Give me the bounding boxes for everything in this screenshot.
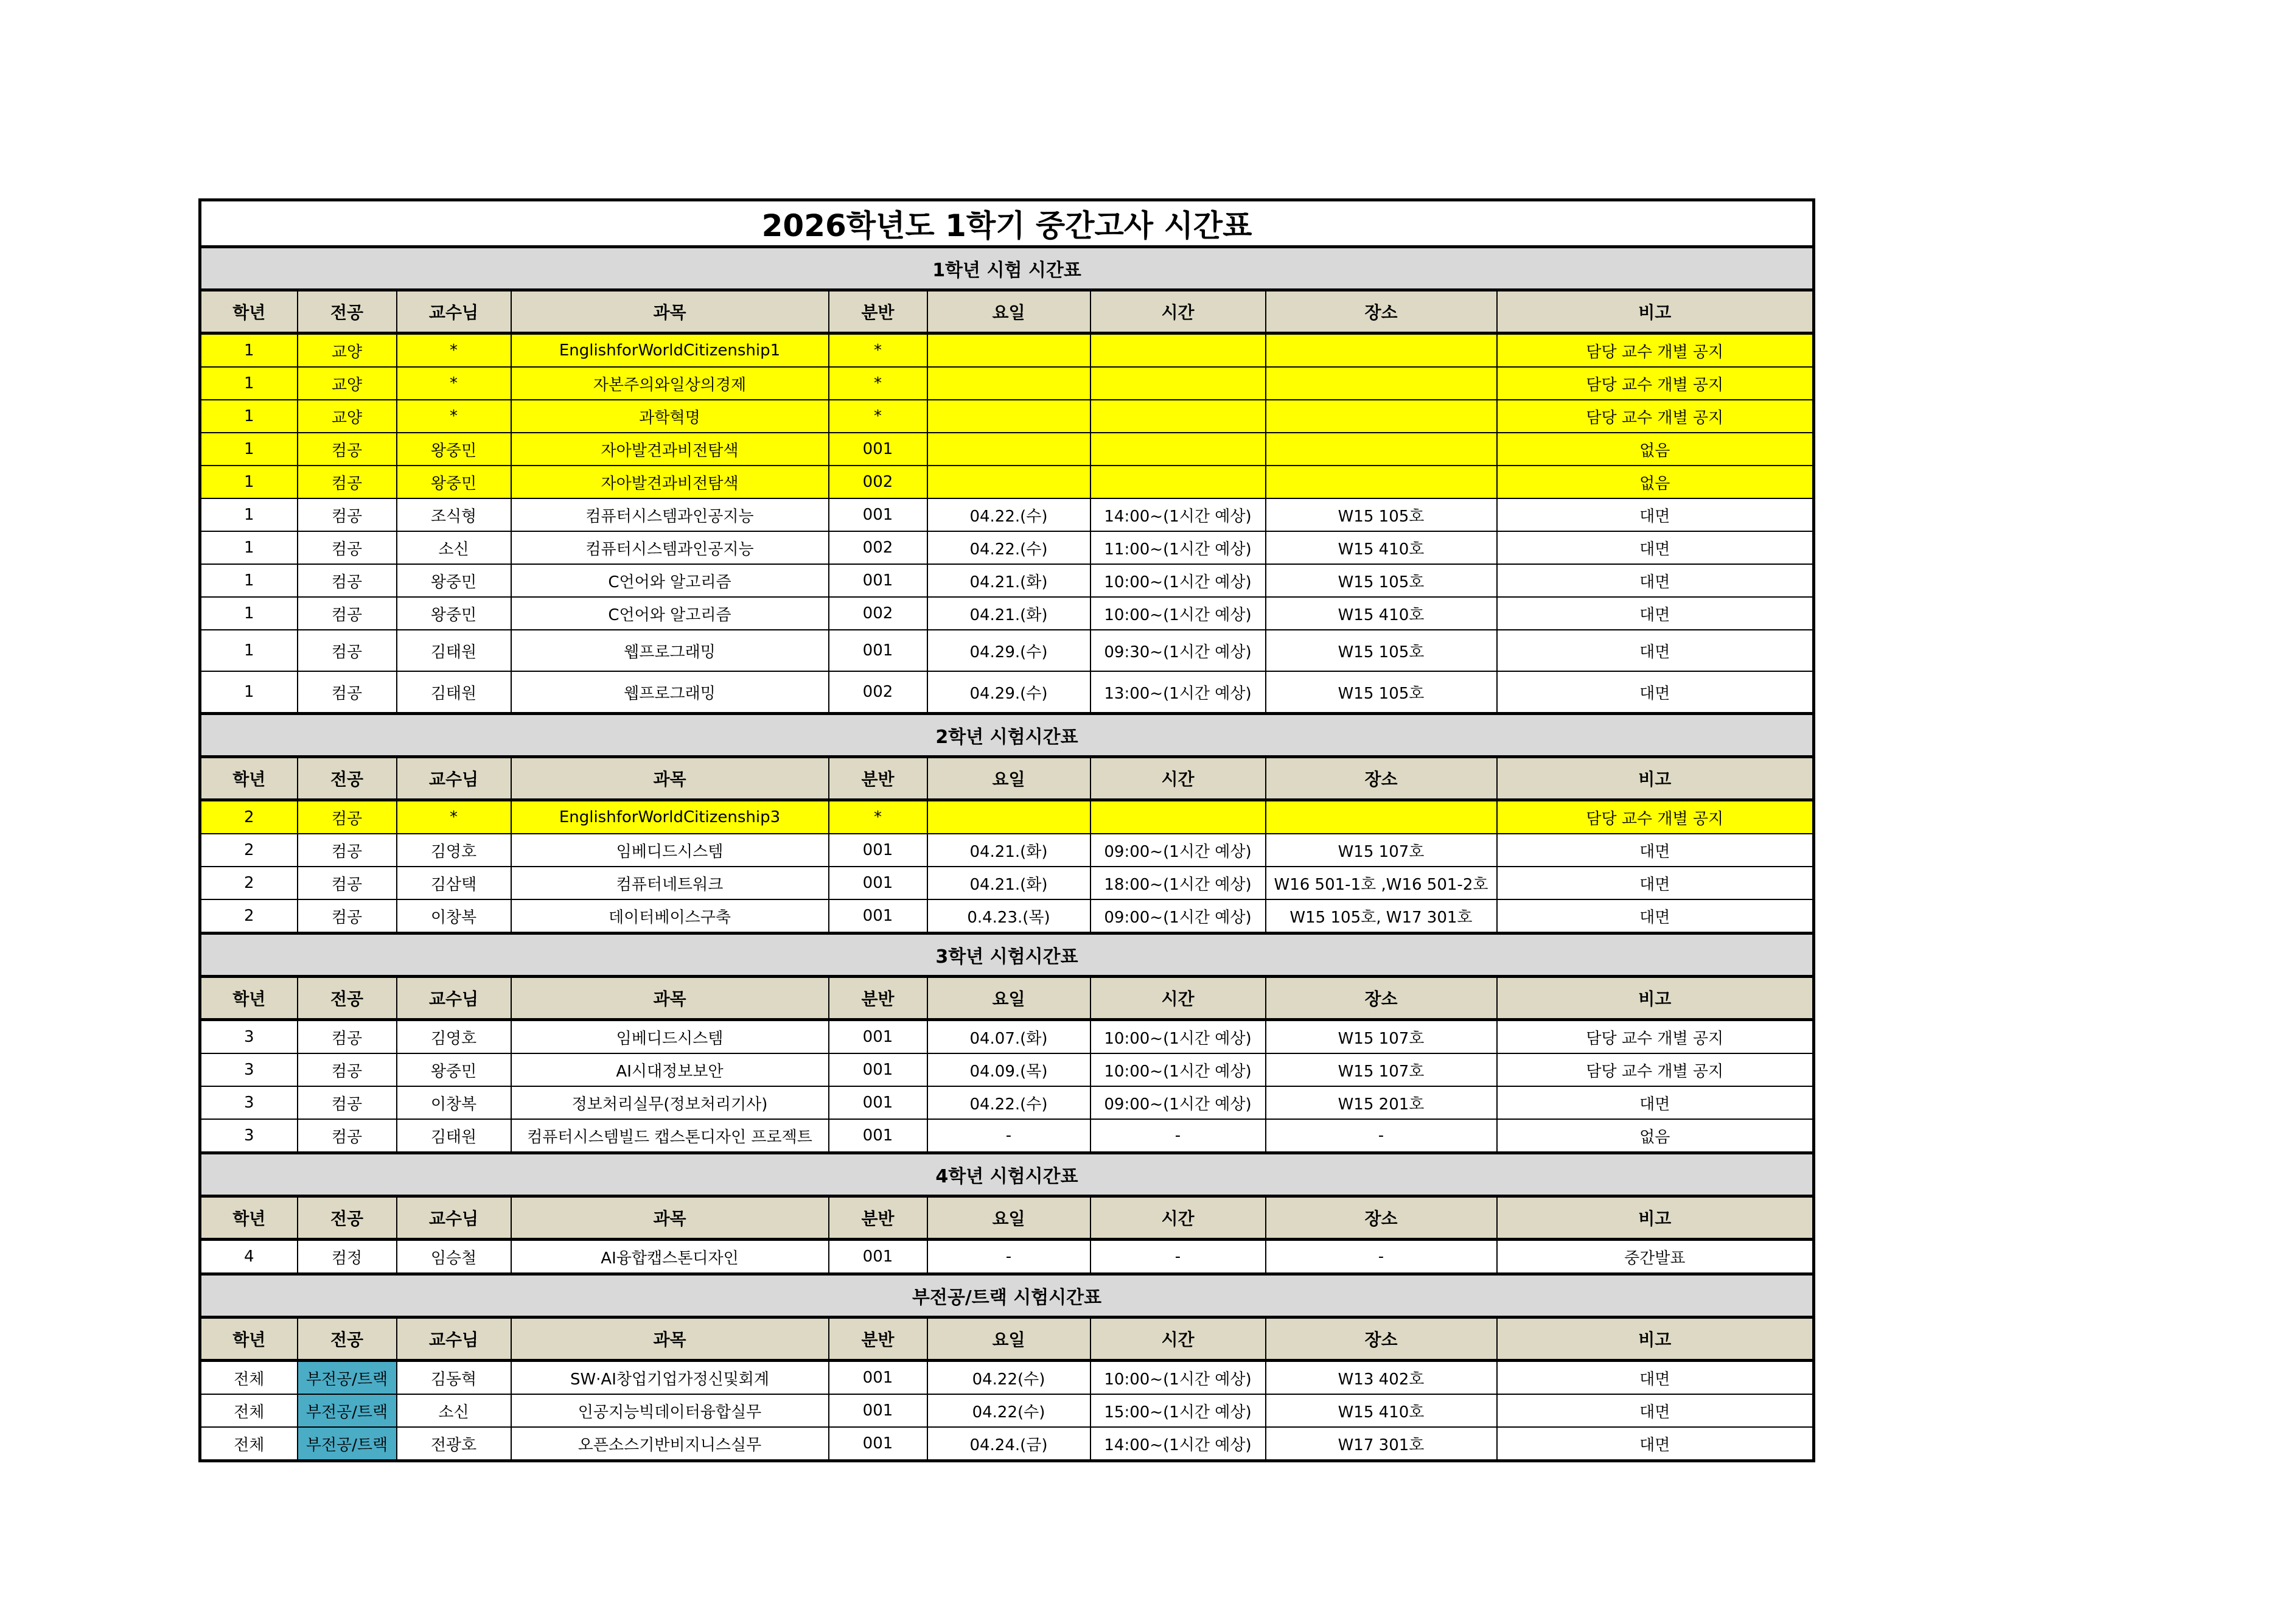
cell-room: W15 105호, W17 301호 (1266, 899, 1497, 934)
column-header-time: 시간 (1090, 1318, 1266, 1361)
cell-grade: 3 (200, 1119, 298, 1153)
cell-note: 대면 (1497, 867, 1814, 899)
table-row (200, 671, 1814, 714)
cell-note: 없음 (1497, 1119, 1814, 1153)
cell-note: 대면 (1497, 834, 1814, 867)
cell-day: 04.22.(수) (927, 498, 1090, 531)
cell-class: * (829, 367, 927, 400)
column-header-row (200, 1318, 1814, 1361)
cell-grade: 1 (200, 531, 298, 564)
cell-room (1266, 400, 1497, 433)
cell-professor: 김태원 (397, 1119, 511, 1153)
cell-grade: 전체 (200, 1394, 298, 1427)
cell-class: 001 (829, 1240, 927, 1274)
column-header-professor: 교수님 (397, 1318, 511, 1361)
cell-time: 10:00~(1시간 예상) (1090, 1020, 1266, 1054)
cell-room: W15 107호 (1266, 1053, 1497, 1086)
cell-major: 교양 (298, 400, 397, 433)
column-header-grade: 학년 (200, 290, 298, 333)
cell-grade: 1 (200, 498, 298, 531)
cell-major: 컴공 (298, 834, 397, 867)
cell-professor: 임승철 (397, 1240, 511, 1274)
cell-class: 001 (829, 498, 927, 531)
column-header-time: 시간 (1090, 1196, 1266, 1240)
cell-note: 담당 교수 개별 공지 (1497, 367, 1814, 400)
cell-subject: 컴퓨터시스템빌드 캡스톤디자인 프로젝트 (511, 1119, 829, 1153)
column-header-grade: 학년 (200, 977, 298, 1020)
cell-class: * (829, 333, 927, 368)
table-row (200, 1119, 1814, 1153)
cell-subject: 자아발견과비전탐색 (511, 433, 829, 466)
cell-day: 04.22.(수) (927, 1086, 1090, 1119)
column-header-professor: 교수님 (397, 977, 511, 1020)
cell-time (1090, 466, 1266, 498)
cell-time: 10:00~(1시간 예상) (1090, 564, 1266, 597)
cell-subject: EnglishforWorldCitizenship1 (511, 333, 829, 368)
table-row (200, 1086, 1814, 1119)
column-header-professor: 교수님 (397, 1196, 511, 1240)
cell-day: 04.29.(수) (927, 630, 1090, 671)
column-header-row (200, 757, 1814, 800)
cell-day: 04.29.(수) (927, 671, 1090, 714)
table-row (200, 433, 1814, 466)
cell-note: 대면 (1497, 630, 1814, 671)
cell-grade: 3 (200, 1053, 298, 1086)
cell-class: 001 (829, 1020, 927, 1054)
page-title: 2026학년도 1학기 중간고사 시간표 (200, 200, 1814, 247)
cell-day: 04.22(수) (927, 1361, 1090, 1395)
cell-room: W17 301호 (1266, 1427, 1497, 1461)
cell-major: 컴공 (298, 899, 397, 934)
cell-room: W15 410호 (1266, 597, 1497, 630)
cell-note: 대면 (1497, 671, 1814, 714)
cell-subject: SW·AI창업기업가정신및회계 (511, 1361, 829, 1395)
cell-note: 대면 (1497, 1086, 1814, 1119)
cell-room: W15 107호 (1266, 1020, 1497, 1054)
cell-time (1090, 400, 1266, 433)
column-header-time: 시간 (1090, 290, 1266, 333)
cell-class: 001 (829, 1053, 927, 1086)
table-row (200, 1394, 1814, 1427)
cell-professor: * (397, 800, 511, 834)
column-header-major: 전공 (298, 977, 397, 1020)
cell-grade: 1 (200, 466, 298, 498)
table-row (200, 367, 1814, 400)
cell-class: 001 (829, 899, 927, 934)
cell-note: 담당 교수 개별 공지 (1497, 333, 1814, 368)
cell-subject: AI융합캡스톤디자인 (511, 1240, 829, 1274)
table-row (200, 1053, 1814, 1086)
column-header-day: 요일 (927, 757, 1090, 800)
cell-day: 04.07.(화) (927, 1020, 1090, 1054)
cell-class: 002 (829, 597, 927, 630)
cell-subject: C언어와 알고리즘 (511, 564, 829, 597)
cell-professor: 왕중민 (397, 1053, 511, 1086)
cell-subject: 컴퓨터시스템과인공지능 (511, 531, 829, 564)
cell-professor: 조식형 (397, 498, 511, 531)
cell-day: - (927, 1240, 1090, 1274)
cell-time (1090, 433, 1266, 466)
column-header-day: 요일 (927, 1196, 1090, 1240)
cell-time: 15:00~(1시간 예상) (1090, 1394, 1266, 1427)
section-title: 2학년 시험시간표 (200, 714, 1814, 757)
cell-grade: 3 (200, 1020, 298, 1054)
column-header-note: 비고 (1497, 977, 1814, 1020)
column-header-note: 비고 (1497, 1318, 1814, 1361)
cell-class: * (829, 800, 927, 834)
cell-class: 001 (829, 867, 927, 899)
cell-time: 13:00~(1시간 예상) (1090, 671, 1266, 714)
cell-time: - (1090, 1119, 1266, 1153)
cell-major: 컴공 (298, 630, 397, 671)
cell-subject: 임베디드시스템 (511, 1020, 829, 1054)
cell-professor: 김삼택 (397, 867, 511, 899)
cell-time: 09:30~(1시간 예상) (1090, 630, 1266, 671)
cell-professor: 김동혁 (397, 1361, 511, 1395)
cell-subject: 오픈소스기반비지니스실무 (511, 1427, 829, 1461)
cell-subject: EnglishforWorldCitizenship3 (511, 800, 829, 834)
table-row (200, 400, 1814, 433)
table-body (200, 200, 1814, 1461)
table-row (200, 531, 1814, 564)
cell-grade: 2 (200, 867, 298, 899)
cell-time: 09:00~(1시간 예상) (1090, 1086, 1266, 1119)
cell-time: 14:00~(1시간 예상) (1090, 1427, 1266, 1461)
column-header-class: 분반 (829, 290, 927, 333)
cell-subject: 과학혁명 (511, 400, 829, 433)
cell-subject: C언어와 알고리즘 (511, 597, 829, 630)
cell-day: 04.21.(화) (927, 834, 1090, 867)
cell-class: * (829, 400, 927, 433)
cell-subject: 웹프로그래밍 (511, 671, 829, 714)
cell-subject: AI시대정보보안 (511, 1053, 829, 1086)
cell-note: 담당 교수 개별 공지 (1497, 1020, 1814, 1054)
cell-professor: 왕중민 (397, 433, 511, 466)
cell-professor: 이창복 (397, 899, 511, 934)
column-header-subject: 과목 (511, 977, 829, 1020)
cell-note: 없음 (1497, 466, 1814, 498)
cell-subject: 컴퓨터시스템과인공지능 (511, 498, 829, 531)
cell-note: 담당 교수 개별 공지 (1497, 1053, 1814, 1086)
column-header-room: 장소 (1266, 977, 1497, 1020)
cell-day: 04.24.(금) (927, 1427, 1090, 1461)
cell-room: W15 105호 (1266, 630, 1497, 671)
cell-class: 001 (829, 630, 927, 671)
cell-professor: 왕중민 (397, 466, 511, 498)
cell-room: - (1266, 1240, 1497, 1274)
column-header-row (200, 977, 1814, 1020)
column-header-major: 전공 (298, 757, 397, 800)
cell-room: W15 105호 (1266, 671, 1497, 714)
cell-room (1266, 800, 1497, 834)
cell-room: W15 410호 (1266, 531, 1497, 564)
cell-note: 담당 교수 개별 공지 (1497, 400, 1814, 433)
cell-day: 04.21.(화) (927, 564, 1090, 597)
cell-major: 컴공 (298, 1020, 397, 1054)
column-header-room: 장소 (1266, 757, 1497, 800)
cell-day (927, 333, 1090, 368)
cell-major: 컴공 (298, 597, 397, 630)
cell-time: 10:00~(1시간 예상) (1090, 1361, 1266, 1395)
column-header-subject: 과목 (511, 757, 829, 800)
cell-professor: * (397, 400, 511, 433)
column-header-time: 시간 (1090, 977, 1266, 1020)
cell-major: 부전공/트랙 (298, 1361, 397, 1395)
column-header-note: 비고 (1497, 290, 1814, 333)
cell-major: 컴공 (298, 671, 397, 714)
cell-room (1266, 333, 1497, 368)
table-row (200, 800, 1814, 834)
cell-grade: 4 (200, 1240, 298, 1274)
cell-grade: 1 (200, 671, 298, 714)
cell-professor: * (397, 333, 511, 368)
cell-note: 대면 (1497, 1361, 1814, 1395)
column-header-subject: 과목 (511, 1318, 829, 1361)
cell-major: 컴공 (298, 564, 397, 597)
column-header-major: 전공 (298, 1196, 397, 1240)
column-header-professor: 교수님 (397, 757, 511, 800)
cell-room: W16 501-1호 ,W16 501-2호 (1266, 867, 1497, 899)
column-header-note: 비고 (1497, 1196, 1814, 1240)
section-row (200, 934, 1814, 977)
cell-grade: 2 (200, 834, 298, 867)
cell-day: - (927, 1119, 1090, 1153)
cell-major: 컴공 (298, 800, 397, 834)
cell-day: 04.21.(화) (927, 867, 1090, 899)
column-header-class: 분반 (829, 1196, 927, 1240)
cell-note: 중간발표 (1497, 1240, 1814, 1274)
cell-major: 컴공 (298, 1086, 397, 1119)
cell-day: 04.22(수) (927, 1394, 1090, 1427)
cell-subject: 자본주의와일상의경제 (511, 367, 829, 400)
cell-note: 대면 (1497, 597, 1814, 630)
column-header-subject: 과목 (511, 290, 829, 333)
cell-class: 001 (829, 1361, 927, 1395)
cell-subject: 임베디드시스템 (511, 834, 829, 867)
cell-professor: 전광호 (397, 1427, 511, 1461)
cell-day: 0.4.23.(목) (927, 899, 1090, 934)
cell-grade: 2 (200, 899, 298, 934)
cell-grade: 2 (200, 800, 298, 834)
cell-subject: 정보처리실무(정보처리기사) (511, 1086, 829, 1119)
cell-professor: 김영호 (397, 1020, 511, 1054)
cell-major: 교양 (298, 333, 397, 368)
table-row (200, 597, 1814, 630)
cell-class: 001 (829, 1086, 927, 1119)
cell-major: 컴공 (298, 433, 397, 466)
cell-class: 001 (829, 433, 927, 466)
column-header-subject: 과목 (511, 1196, 829, 1240)
cell-day (927, 800, 1090, 834)
cell-day (927, 367, 1090, 400)
cell-time: 10:00~(1시간 예상) (1090, 1053, 1266, 1086)
table-row (200, 1427, 1814, 1461)
section-row (200, 247, 1814, 290)
column-header-grade: 학년 (200, 1196, 298, 1240)
cell-subject: 데이터베이스구축 (511, 899, 829, 934)
cell-professor: 이창복 (397, 1086, 511, 1119)
cell-major: 컴정 (298, 1240, 397, 1274)
cell-grade: 1 (200, 367, 298, 400)
table-row (200, 834, 1814, 867)
column-header-class: 분반 (829, 757, 927, 800)
column-header-room: 장소 (1266, 290, 1497, 333)
cell-day (927, 400, 1090, 433)
cell-day: 04.21.(화) (927, 597, 1090, 630)
table-row (200, 1020, 1814, 1054)
cell-grade: 전체 (200, 1361, 298, 1395)
cell-grade: 전체 (200, 1427, 298, 1461)
column-header-row (200, 290, 1814, 333)
cell-time: - (1090, 1240, 1266, 1274)
cell-time: 10:00~(1시간 예상) (1090, 597, 1266, 630)
cell-note: 대면 (1497, 531, 1814, 564)
cell-room: - (1266, 1119, 1497, 1153)
column-header-class: 분반 (829, 1318, 927, 1361)
cell-time: 11:00~(1시간 예상) (1090, 531, 1266, 564)
column-header-professor: 교수님 (397, 290, 511, 333)
cell-note: 대면 (1497, 899, 1814, 934)
section-row (200, 1153, 1814, 1196)
cell-room: W15 105호 (1266, 564, 1497, 597)
cell-major: 컴공 (298, 1119, 397, 1153)
exam-schedule-table (198, 198, 1815, 1462)
cell-professor: 김태원 (397, 630, 511, 671)
cell-day (927, 466, 1090, 498)
table-row (200, 564, 1814, 597)
cell-note: 대면 (1497, 1394, 1814, 1427)
column-header-class: 분반 (829, 977, 927, 1020)
table-row (200, 867, 1814, 899)
title-row (200, 200, 1814, 247)
column-header-grade: 학년 (200, 757, 298, 800)
column-header-grade: 학년 (200, 1318, 298, 1361)
cell-note: 없음 (1497, 433, 1814, 466)
column-header-day: 요일 (927, 290, 1090, 333)
column-header-day: 요일 (927, 1318, 1090, 1361)
cell-professor: 소신 (397, 1394, 511, 1427)
cell-class: 002 (829, 671, 927, 714)
cell-time: 18:00~(1시간 예상) (1090, 867, 1266, 899)
cell-day: 04.22.(수) (927, 531, 1090, 564)
cell-major: 컴공 (298, 498, 397, 531)
cell-grade: 1 (200, 433, 298, 466)
section-title: 1학년 시험 시간표 (200, 247, 1814, 290)
cell-professor: 소신 (397, 531, 511, 564)
table-row (200, 333, 1814, 368)
cell-room (1266, 466, 1497, 498)
section-row (200, 714, 1814, 757)
column-header-major: 전공 (298, 1318, 397, 1361)
cell-class: 002 (829, 466, 927, 498)
cell-room: W15 201호 (1266, 1086, 1497, 1119)
cell-grade: 3 (200, 1086, 298, 1119)
table-row (200, 899, 1814, 934)
section-title: 부전공/트랙 시험시간표 (200, 1274, 1814, 1318)
cell-class: 002 (829, 531, 927, 564)
cell-day (927, 433, 1090, 466)
cell-professor: 왕중민 (397, 564, 511, 597)
cell-professor: 김태원 (397, 671, 511, 714)
cell-class: 001 (829, 834, 927, 867)
cell-major: 부전공/트랙 (298, 1394, 397, 1427)
cell-subject: 컴퓨터네트워크 (511, 867, 829, 899)
cell-grade: 1 (200, 597, 298, 630)
cell-professor: 왕중민 (397, 597, 511, 630)
cell-room: W13 402호 (1266, 1361, 1497, 1395)
table-row (200, 1361, 1814, 1395)
cell-time (1090, 367, 1266, 400)
column-header-time: 시간 (1090, 757, 1266, 800)
section-title: 4학년 시험시간표 (200, 1153, 1814, 1196)
cell-time: 09:00~(1시간 예상) (1090, 899, 1266, 934)
cell-major: 부전공/트랙 (298, 1427, 397, 1461)
cell-grade: 1 (200, 564, 298, 597)
column-header-day: 요일 (927, 977, 1090, 1020)
cell-subject: 자아발견과비전탐색 (511, 466, 829, 498)
column-header-room: 장소 (1266, 1196, 1497, 1240)
cell-room: W15 410호 (1266, 1394, 1497, 1427)
cell-note: 대면 (1497, 1427, 1814, 1461)
cell-note: 대면 (1497, 498, 1814, 531)
cell-day: 04.09.(목) (927, 1053, 1090, 1086)
cell-class: 001 (829, 1394, 927, 1427)
cell-room: W15 107호 (1266, 834, 1497, 867)
cell-room: W15 105호 (1266, 498, 1497, 531)
cell-major: 컴공 (298, 531, 397, 564)
cell-subject: 인공지능빅데이터융합실무 (511, 1394, 829, 1427)
column-header-room: 장소 (1266, 1318, 1497, 1361)
cell-time (1090, 800, 1266, 834)
section-title: 3학년 시험시간표 (200, 934, 1814, 977)
cell-major: 컴공 (298, 867, 397, 899)
cell-class: 001 (829, 564, 927, 597)
table-row (200, 466, 1814, 498)
cell-class: 001 (829, 1119, 927, 1153)
column-header-note: 비고 (1497, 757, 1814, 800)
column-header-major: 전공 (298, 290, 397, 333)
cell-grade: 1 (200, 630, 298, 671)
cell-grade: 1 (200, 400, 298, 433)
cell-major: 컴공 (298, 1053, 397, 1086)
cell-note: 대면 (1497, 564, 1814, 597)
cell-class: 001 (829, 1427, 927, 1461)
cell-professor: * (397, 367, 511, 400)
cell-major: 교양 (298, 367, 397, 400)
table-row (200, 1240, 1814, 1274)
cell-time (1090, 333, 1266, 368)
cell-time: 09:00~(1시간 예상) (1090, 834, 1266, 867)
table-row (200, 498, 1814, 531)
cell-subject: 웹프로그래밍 (511, 630, 829, 671)
cell-major: 컴공 (298, 466, 397, 498)
cell-professor: 김영호 (397, 834, 511, 867)
cell-grade: 1 (200, 333, 298, 368)
cell-note: 담당 교수 개별 공지 (1497, 800, 1814, 834)
cell-room (1266, 433, 1497, 466)
cell-time: 14:00~(1시간 예상) (1090, 498, 1266, 531)
cell-room (1266, 367, 1497, 400)
table-row (200, 630, 1814, 671)
section-row (200, 1274, 1814, 1318)
column-header-row (200, 1196, 1814, 1240)
